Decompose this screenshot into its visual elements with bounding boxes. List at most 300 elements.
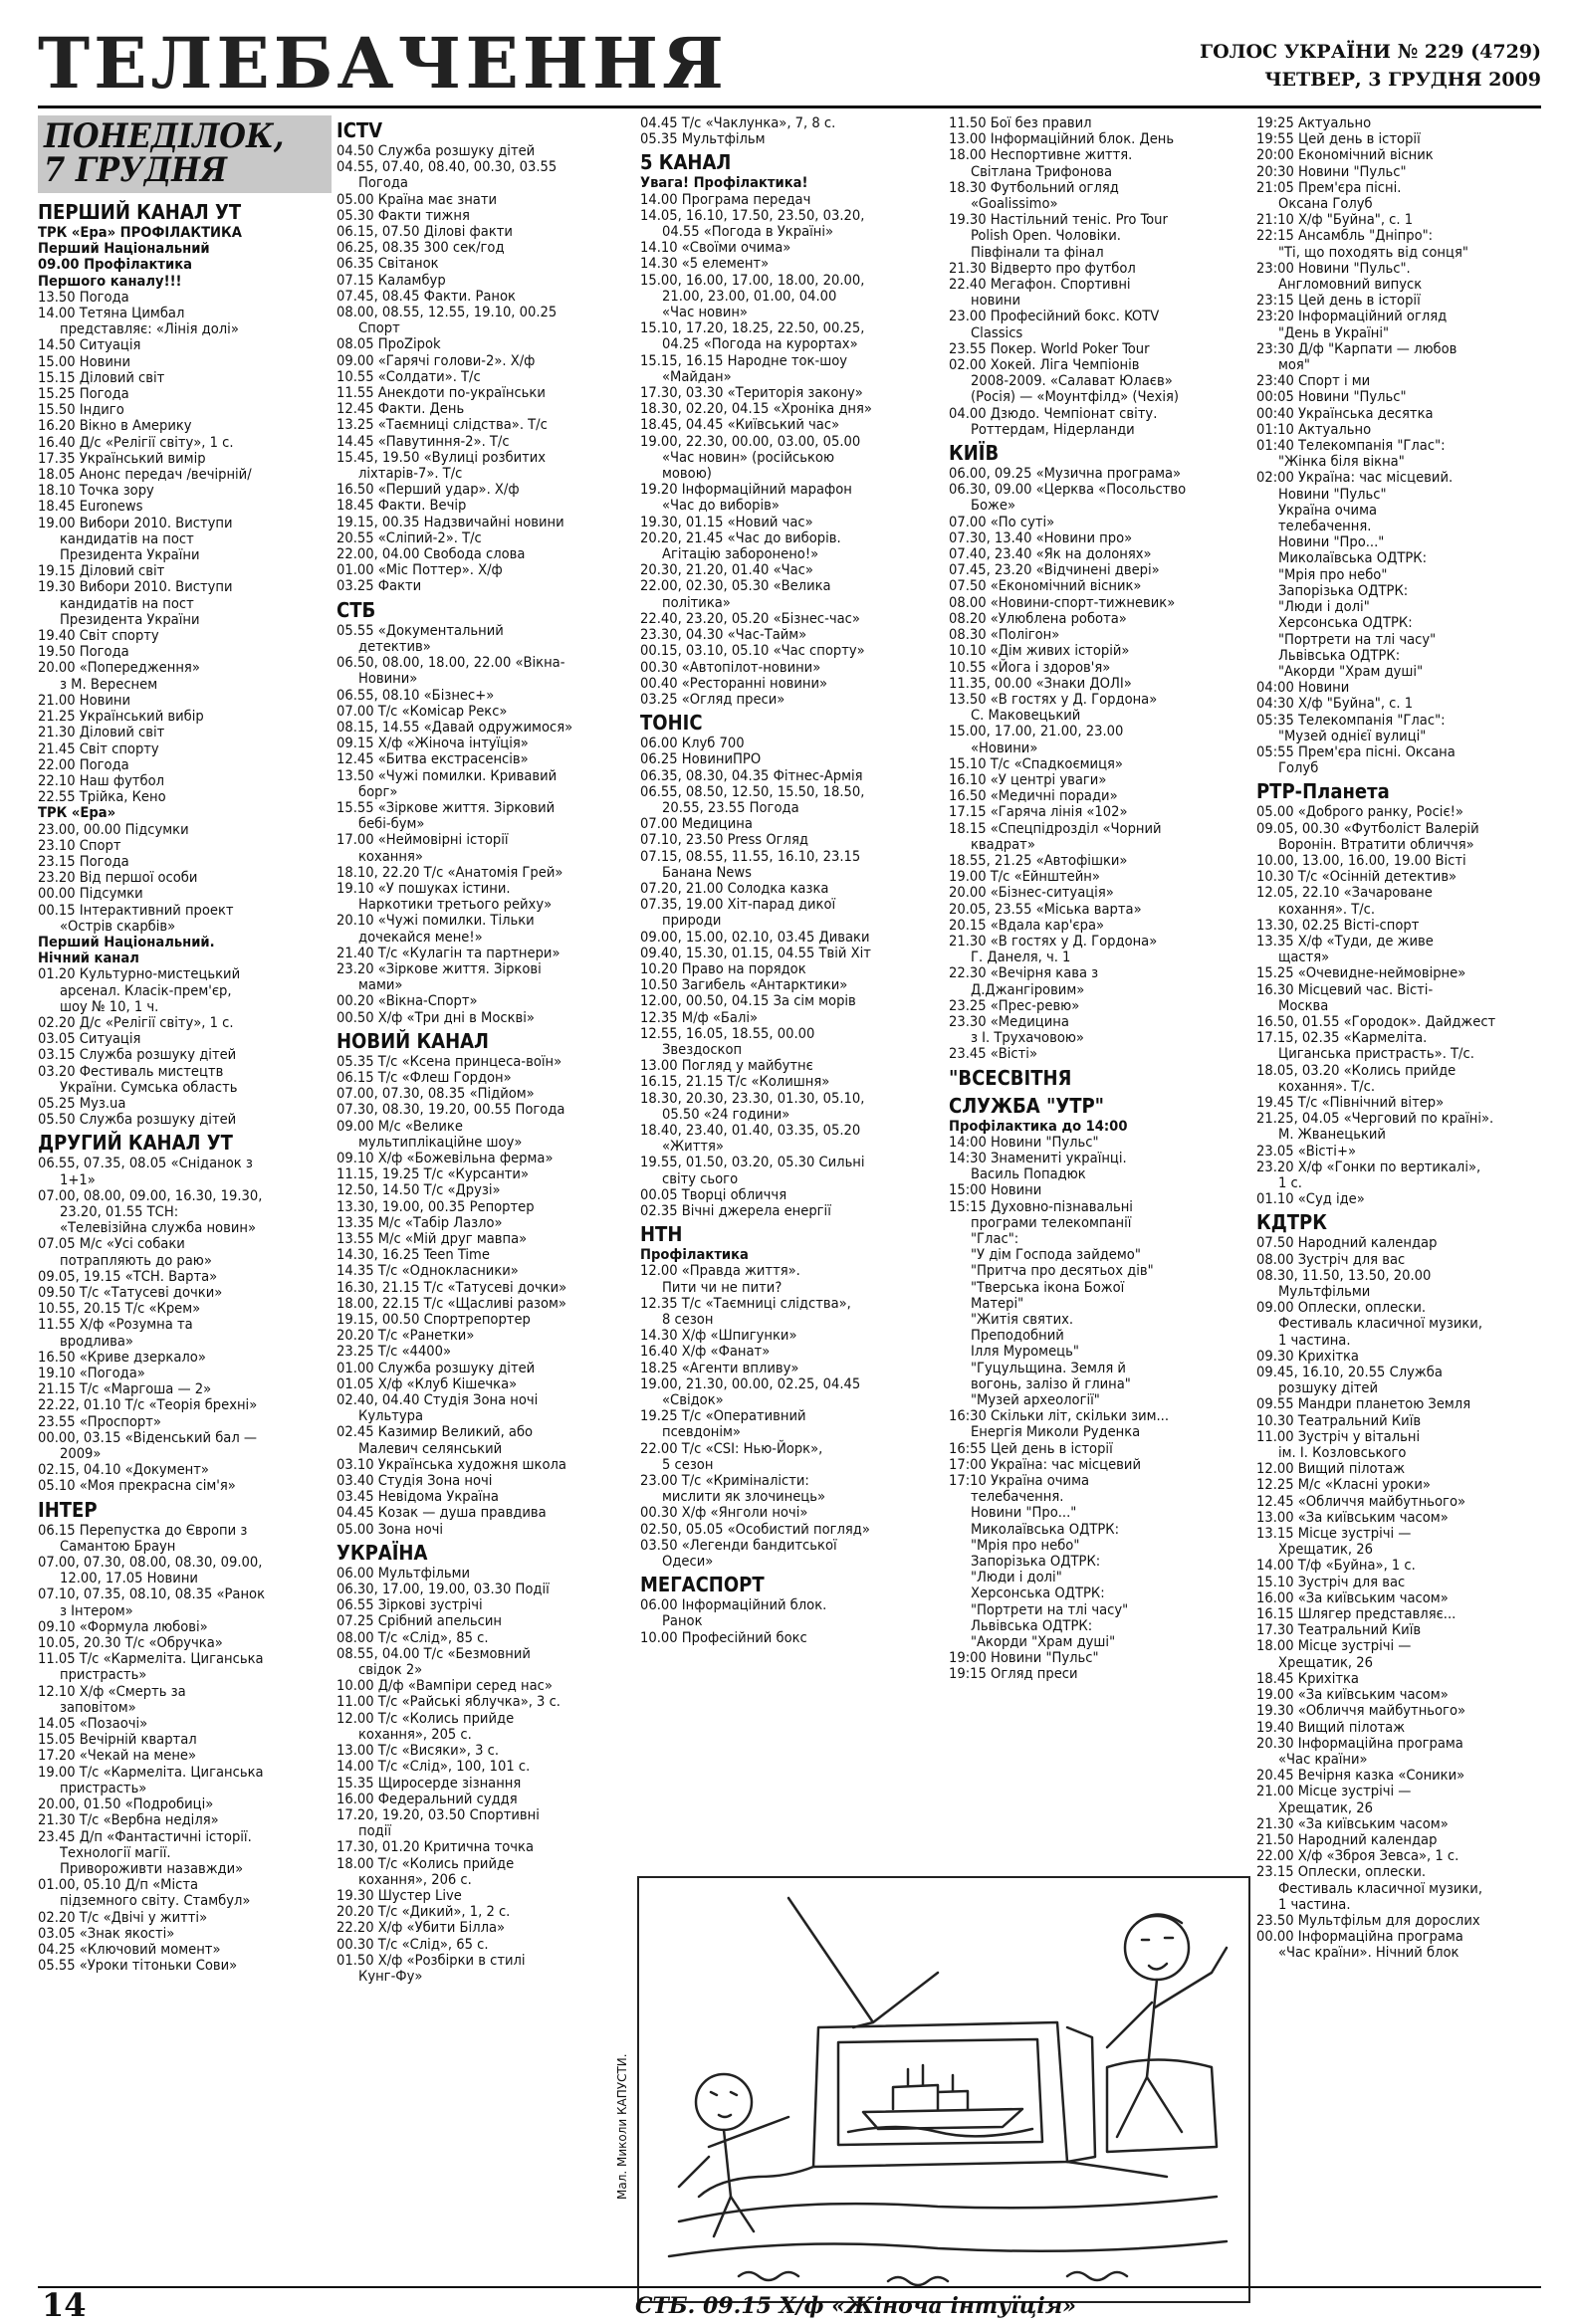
- program-entry: Д.Джангіровим»: [971, 980, 1085, 998]
- program-entry: 16.30 Місцевий час. Вісті-: [1256, 980, 1434, 998]
- program-entry: 13.15 Місце зустрічі —: [1256, 1525, 1412, 1543]
- program-entry: телебачення.: [1278, 518, 1372, 535]
- program-entry: 06.15 Т/с «Флеш Гордон»: [336, 1068, 512, 1086]
- channel-heading: УКРАЇНА: [336, 1540, 428, 1565]
- program-entry: 07.15 Каламбур: [336, 271, 446, 289]
- program-entry: «Острів скарбів»: [60, 917, 176, 935]
- program-entry: 09.50 Т/с «Татусеві дочки»: [38, 1284, 223, 1301]
- program-entry: 14.10 «Своїми очима»: [640, 239, 791, 257]
- program-entry: 21.25, 04.05 «Черговий по країні».: [1256, 1110, 1494, 1128]
- channel-heading: 5 КАНАЛ: [640, 150, 732, 175]
- program-entry: 11.50 Бої без правил: [949, 114, 1092, 131]
- program-entry: 05.10 «Моя прекрасна сім'я»: [38, 1477, 236, 1495]
- program-entry: 19.00 Вибори 2010. Виступи: [38, 514, 233, 531]
- program-entry: 15.55 «Зіркове життя. Зірковий: [336, 798, 556, 816]
- program-entry: 07.00 «По суті»: [949, 513, 1055, 530]
- program-entry: 07.20, 21.00 Солодка казка: [640, 879, 829, 897]
- program-entry: 17.00 «Неймовірні історії: [336, 831, 509, 849]
- program-entry: "Жінка біля вікна": [1278, 453, 1405, 471]
- program-entry: 01.05 Х/ф «Клуб Кішечка»: [336, 1374, 518, 1392]
- program-entry: 09.00 Оплески, оплески.: [1256, 1299, 1427, 1317]
- program-entry: 05.25 Муз.ua: [38, 1094, 126, 1112]
- program-entry: 20.20 Т/с «Дикий», 1, 2 с.: [336, 1903, 511, 1921]
- program-entry: 02.15, 04.10 «Документ»: [38, 1461, 209, 1479]
- program-entry: 11.55 Х/ф «Розумна та: [38, 1316, 193, 1334]
- program-entry: 14.00 Програма передач: [640, 190, 811, 208]
- program-entry: 16.40 Д/с «Релігії світу», 1 с.: [38, 433, 234, 451]
- program-entry: 07.30, 13.40 «Новини про»: [949, 528, 1133, 546]
- program-entry: 23:40 Спорт і ми: [1256, 372, 1371, 390]
- program-entry: 23.30 «Медицина: [949, 1012, 1069, 1030]
- program-entry: 19.30 Настільний теніс. Pro Tour: [949, 211, 1168, 229]
- program-entry: телебачення.: [971, 1488, 1064, 1506]
- program-entry: 22.55 Трійка, Кено: [38, 788, 166, 806]
- program-entry: 20.00 «Попередження»: [38, 659, 200, 677]
- program-entry: "Акорди "Храм душі": [1278, 662, 1424, 680]
- program-entry: 11.15, 19.25 Т/с «Курсанти»: [336, 1165, 529, 1183]
- program-entry: 09.05, 00.30 «Футболіст Валерій: [1256, 819, 1479, 837]
- program-entry: Банана News: [662, 863, 752, 881]
- program-entry: 19.10 «Погода»: [38, 1365, 145, 1382]
- program-entry: 02.50, 05.05 «Особистий погляд»: [640, 1520, 870, 1538]
- program-entry: 15:15 Духовно-пізнавальні: [949, 1197, 1133, 1215]
- program-entry: 01:40 Телекомпанія "Глас":: [1256, 437, 1446, 455]
- program-entry: 23:20 Інформаційний огляд: [1256, 308, 1448, 325]
- channel-heading: КДТРК: [1256, 1210, 1327, 1235]
- program-entry: 13.50 «Чужі помилки. Кривавий: [336, 766, 558, 784]
- program-entry: «Час новин» (російською: [662, 448, 834, 466]
- program-entry: 20.20 Т/с «Ранетки»: [336, 1327, 475, 1345]
- program-entry: Херсонська ОДТРК:: [1278, 614, 1413, 632]
- program-entry: 08.05 ПроZipok: [336, 335, 441, 353]
- channel-heading: НОВИЙ КАНАЛ: [336, 1028, 489, 1053]
- program-entry: України. Сумська область: [60, 1078, 238, 1096]
- program-entry: новини: [971, 292, 1021, 310]
- program-entry: Новини "Про...": [1278, 533, 1385, 551]
- program-entry: 08.20 «Улюблена робота»: [949, 609, 1127, 627]
- program-entry: «Телевізійна служба новин»: [60, 1219, 256, 1237]
- program-entry: 12.00 «Правда життя».: [640, 1262, 800, 1280]
- program-entry: дочекайся мене!»: [358, 928, 483, 946]
- program-entry: 07.35, 19.00 Хіт-парад дикої: [640, 896, 836, 914]
- program-entry: 04.55, 07.40, 08.40, 00.30, 03.55: [336, 158, 558, 176]
- program-entry: 01.20 Культурно-мистецький: [38, 965, 241, 983]
- program-entry: Новини»: [358, 670, 418, 688]
- program-entry: 23.00 Т/с «Криміналісти:: [640, 1472, 809, 1490]
- program-entry: 20.05, 23.55 «Міська варта»: [949, 900, 1142, 918]
- program-entry: 07.50 Народний календар: [1256, 1234, 1438, 1252]
- program-entry: 16.50 «Медичні поради»: [949, 787, 1118, 805]
- program-entry: "Тверська ікона Божої: [971, 1278, 1125, 1296]
- program-entry: 18.05, 03.20 «Колись прийде: [1256, 1061, 1457, 1079]
- program-entry: 05.00 «Доброго ранку, Росіє!»: [1256, 803, 1463, 821]
- program-entry: "У дім Господа зайдемо": [971, 1246, 1141, 1264]
- program-entry: 12.45 Факти. День: [336, 400, 465, 418]
- day-heading: [38, 115, 332, 193]
- program-entry: 05.55 «Уроки тітоньки Сови»: [38, 1957, 238, 1975]
- program-entry: Світлана Трифонова: [971, 162, 1112, 180]
- program-entry: 19.45 Т/с «Північний вітер»: [1256, 1093, 1445, 1111]
- channel-heading: ТОНІС: [640, 711, 703, 736]
- program-entry: "Ті, що походять від сонця": [1278, 243, 1468, 261]
- program-entry: 00:40 Українська десятка: [1256, 404, 1434, 422]
- program-entry: кандидатів на пост: [60, 594, 194, 612]
- program-entry: 23.25 Т/с «4400»: [336, 1343, 452, 1361]
- program-entry: кохання»: [358, 847, 423, 865]
- program-entry: 10.55 «Солдати». Т/с: [336, 367, 481, 385]
- program-entry: 17.20, 19.20, 03.50 Спортивні: [336, 1805, 540, 1823]
- program-entry: 15.45, 19.50 «Вулиці розбитих: [336, 448, 547, 466]
- program-entry: 01.00, 05.10 Д/п «Міста: [38, 1876, 199, 1894]
- program-entry: Хрещатик, 26: [1278, 1798, 1373, 1816]
- program-entry: 06.30, 09.00 «Церква «Посольство: [949, 481, 1187, 499]
- program-entry: 14.50 Ситуація: [38, 336, 141, 354]
- program-entry: 10.30 Театральний Київ: [1256, 1411, 1422, 1429]
- program-entry: М. Жванецький: [1278, 1126, 1386, 1144]
- program-entry: 06.55, 08.50, 12.50, 15.50, 18.50,: [640, 782, 865, 800]
- program-entry: 16.00 «За київським часом»: [1256, 1588, 1449, 1606]
- channel-heading: СТБ: [336, 597, 376, 622]
- program-entry: 12.00 Вищий пілотаж: [1256, 1460, 1406, 1478]
- program-entry: 11.00 Т/с «Райські яблучка», 3 с.: [336, 1693, 561, 1711]
- program-entry: 13.35 М/с «Табір Лазло»: [336, 1213, 503, 1231]
- program-entry: 17.20 «Чекай на мене»: [38, 1747, 197, 1765]
- cartoon-illustration: [637, 1876, 1250, 2303]
- listing-note: Перший Національний.: [38, 933, 215, 951]
- program-entry: 18.00, 22.15 Т/с «Щасливі разом»: [336, 1294, 566, 1312]
- program-entry: 21.45 Світ спорту: [38, 739, 159, 757]
- program-entry: 09.00, 15.00, 02.10, 03.45 Диваки: [640, 928, 870, 946]
- program-entry: Погода: [358, 174, 408, 192]
- program-entry: 03.25 «Огляд преси»: [640, 690, 785, 708]
- program-entry: 00.40 «Ресторанні новини»: [640, 674, 828, 692]
- program-entry: 19.30 «Обличчя майбутнього»: [1256, 1702, 1466, 1720]
- program-entry: 1 частина.: [1278, 1331, 1351, 1349]
- program-entry: 22.00, 04.00 Свобода слова: [336, 545, 526, 563]
- program-entry: 21.00 Новини: [38, 691, 131, 709]
- channel-heading: ICTV: [336, 118, 383, 142]
- program-entry: 16.20 Вікно в Америку: [38, 417, 192, 435]
- channel-heading: НТН: [640, 1222, 683, 1247]
- program-entry: "Портрети на тлі часу": [1278, 630, 1437, 648]
- issue-info: [1200, 38, 1541, 94]
- program-entry: заповітом»: [60, 1698, 136, 1716]
- program-entry: 20.00, 01.50 «Подробиці»: [38, 1796, 214, 1813]
- program-entry: 00.30 «Автопілот-новини»: [640, 658, 821, 676]
- program-entry: 14.05 «Позаочі»: [38, 1715, 148, 1733]
- program-entry: 06.55, 07.35, 08.05 «Сніданок з: [38, 1155, 253, 1172]
- program-entry: 18.00 Неспортивне життя.: [949, 146, 1133, 164]
- program-entry: 06.00 Мультфільми: [336, 1564, 471, 1582]
- program-entry: Агітацію заборонено!»: [662, 545, 819, 563]
- program-entry: 20.20, 21.45 «Час до виборів.: [640, 528, 841, 546]
- program-entry: псевдонім»: [662, 1423, 741, 1441]
- program-entry: 17:00 Україна: час місцевий: [949, 1455, 1141, 1473]
- program-entry: 04:30 Х/ф "Буйна", с. 1: [1256, 695, 1414, 713]
- program-entry: мультиплікаційне шоу»: [358, 1133, 523, 1151]
- program-entry: 19.55, 01.50, 03.20, 05.30 Сильні: [640, 1154, 865, 1171]
- program-entry: Хрещатик, 26: [1278, 1653, 1373, 1671]
- program-entry: 14:00 Новини "Пульс": [949, 1133, 1099, 1151]
- program-entry: програми телекомпанії: [971, 1213, 1132, 1231]
- program-entry: 20.55, 23.55 Погода: [662, 798, 799, 816]
- program-entry: 11.00 Зустріч у вітальні: [1256, 1427, 1421, 1445]
- program-entry: 19.00, 22.30, 00.00, 03.00, 05.00: [640, 432, 861, 450]
- program-entry: 00.50 Х/ф «Три дні в Москві»: [336, 1008, 535, 1026]
- program-entry: "Мрія про небо": [971, 1536, 1080, 1554]
- program-entry: Миколаївська ОДТРК:: [1278, 549, 1428, 567]
- program-entry: 19.00, 21.30, 00.00, 02.25, 04.45: [640, 1374, 861, 1392]
- program-entry: 15.10 Зустріч для вас: [1256, 1573, 1406, 1590]
- program-entry: 13.25 «Таємниці слідства». Т/с: [336, 416, 548, 434]
- program-entry: 10.00 Професійний бокс: [640, 1628, 807, 1646]
- program-entry: 12.00 Т/с «Колись прийде: [336, 1709, 515, 1727]
- program-entry: 07.10, 23.50 Press Огляд: [640, 831, 808, 849]
- program-entry: ліхтарів-7». Т/с: [358, 465, 463, 483]
- program-entry: 16:55 Цей день в історії: [949, 1439, 1113, 1457]
- program-entry: 15.50 Індиго: [38, 401, 124, 419]
- program-entry: 06.00 Інформаційний блок.: [640, 1596, 827, 1614]
- program-entry: 03.10 Українська художня школа: [336, 1455, 566, 1473]
- listing-note: Профілактика: [640, 1246, 749, 1264]
- program-entry: Мультфільми: [1278, 1283, 1371, 1301]
- program-entry: (Росія) — «Моунтфілд» (Чехія): [971, 388, 1180, 406]
- program-entry: 08.15, 14.55 «Давай одружимося»: [336, 718, 573, 736]
- program-entry: Англомовний випуск: [1278, 276, 1423, 294]
- program-entry: 04.45 Т/с «Чаклунка», 7, 8 с.: [640, 114, 836, 131]
- program-entry: 19.00 «За київським часом»: [1256, 1686, 1449, 1704]
- program-entry: 06.35, 08.30, 04.35 Фітнес-Армія: [640, 766, 863, 784]
- program-entry: 13.50 «В гостях у Д. Гордона»: [949, 690, 1158, 708]
- program-entry: 19.30 Шустер Live: [336, 1886, 462, 1904]
- program-entry: 03.05 Ситуація: [38, 1030, 141, 1048]
- program-entry: 20:30 Новини "Пульс": [1256, 162, 1407, 180]
- program-entry: 07.05 М/с «Усі собаки: [38, 1235, 185, 1253]
- program-entry: Запорізька ОДТРК:: [1278, 581, 1409, 599]
- program-entry: 19.25 Т/с «Оперативний: [640, 1407, 806, 1425]
- program-entry: Львівська ОДТРК:: [1278, 646, 1401, 664]
- program-entry: 02.45 Казимир Великий, або: [336, 1423, 534, 1441]
- program-entry: 16.50 «Криве дзеркало»: [38, 1348, 206, 1366]
- program-entry: 8 сезон: [662, 1311, 714, 1329]
- day-heading-line: 7 ГРУДНЯ: [44, 150, 227, 190]
- program-entry: Ілля Муромець": [971, 1343, 1079, 1361]
- program-entry: 21:05 Прем'єра пісні.: [1256, 178, 1402, 196]
- program-entry: 20.10 «Чужі помилки. Тільки: [336, 912, 535, 930]
- program-entry: 02.20 Д/с «Релігії світу», 1 с.: [38, 1013, 234, 1031]
- program-entry: 06.00 Клуб 700: [640, 735, 745, 752]
- program-entry: 08.30, 11.50, 13.50, 20.00: [1256, 1266, 1432, 1284]
- program-entry: 12.25 М/с «Класні уроки»: [1256, 1476, 1431, 1494]
- cartoon-credit: Мал. Миколи КАПУСТИ.: [615, 2053, 629, 2200]
- program-entry: «Свідок»: [662, 1391, 724, 1409]
- program-entry: світу сього: [662, 1169, 739, 1187]
- listing-column-5: [1256, 115, 1541, 2285]
- program-entry: 19.40 Світ спорту: [38, 627, 159, 645]
- program-entry: Classics: [971, 323, 1023, 341]
- program-entry: 1 частина.: [1278, 1895, 1351, 1913]
- program-entry: Запорізька ОДТРК:: [971, 1553, 1101, 1571]
- listing-note: Нічний канал: [38, 950, 139, 967]
- program-entry: 05.50 «24 години»: [662, 1105, 790, 1123]
- program-entry: 09.10 Х/ф «Божевільна ферма»: [336, 1149, 554, 1166]
- program-entry: 17.30, 03.30 «Територія закону»: [640, 384, 863, 402]
- program-entry: 07.50 «Економічний вісник»: [949, 577, 1142, 595]
- program-entry: 00.30 Т/с «Слід», 65 с.: [336, 1935, 489, 1953]
- program-entry: 19.00 Т/с «Ейнштейн»: [949, 868, 1100, 886]
- program-entry: Оксана Голуб: [1278, 195, 1373, 213]
- program-entry: 12.05, 22.10 «Зачароване: [1256, 884, 1433, 902]
- program-entry: "День в Україні": [1278, 323, 1390, 341]
- program-entry: вогонь, залізо й глина": [971, 1374, 1131, 1392]
- program-entry: кохання», 206 с.: [358, 1870, 472, 1888]
- program-entry: 23:00 Новини "Пульс".: [1256, 259, 1411, 277]
- program-entry: "Житія святих.: [971, 1311, 1074, 1329]
- program-entry: 14.30 Х/ф «Шпигунки»: [640, 1327, 797, 1345]
- program-entry: 22.00, 02.30, 05.30 «Велика: [640, 577, 831, 595]
- program-entry: 03.50 «Легенди бандитської: [640, 1536, 837, 1554]
- program-entry: 20.30 Інформаційна програма: [1256, 1734, 1463, 1752]
- program-entry: 16.40 Х/ф «Фанат»: [640, 1343, 771, 1361]
- program-entry: 03.25 Факти: [336, 577, 422, 595]
- program-entry: 23.00, 00.00 Підсумки: [38, 820, 189, 838]
- program-entry: 16.10 «У центрі уваги»: [949, 770, 1107, 788]
- program-entry: 22.22, 01.10 Т/с «Теорія брехні»: [38, 1396, 258, 1414]
- program-entry: 16.00 Федеральний суддя: [336, 1790, 518, 1807]
- program-entry: 18.45 Euronews: [38, 498, 143, 516]
- program-entry: 13.30, 19.00, 00.35 Репортер: [336, 1197, 535, 1215]
- program-entry: з Інтером»: [60, 1601, 133, 1619]
- program-entry: 17:10 Україна очима: [949, 1472, 1090, 1490]
- listing-column-1: [38, 115, 332, 2285]
- program-entry: Василь Попадюк: [971, 1165, 1086, 1183]
- program-entry: 05.35 Т/с «Ксена принцеса-воїн»: [336, 1052, 562, 1070]
- program-entry: 21.15 Т/с «Маргоша — 2»: [38, 1380, 212, 1398]
- program-entry: квадрат»: [971, 835, 1035, 853]
- program-entry: 07.40, 23.40 «Як на долонях»: [949, 545, 1152, 563]
- program-entry: 05:35 Телекомпанія "Глас":: [1256, 711, 1446, 729]
- program-entry: кохання». Т/с.: [1278, 1077, 1376, 1095]
- program-entry: 07.15, 08.55, 11.55, 16.10, 23.15: [640, 847, 861, 865]
- program-entry: Малевич селянський: [358, 1439, 503, 1457]
- program-entry: 23.15 Оплески, оплески.: [1256, 1863, 1427, 1881]
- program-entry: 19.30, 01.15 «Новий час»: [640, 513, 813, 530]
- listing-note: Профілактика до 14:00: [949, 1117, 1128, 1135]
- program-entry: 15.35 Щиросерде зізнання: [336, 1774, 522, 1792]
- program-entry: 18.05 Анонс передач /вечірній/: [38, 466, 252, 484]
- program-entry: бебі-бум»: [358, 815, 425, 833]
- program-entry: Фестиваль класичної музики,: [1278, 1315, 1482, 1333]
- program-entry: 04.00 Дзюдо. Чемпіонат світу.: [949, 404, 1158, 422]
- program-entry: 19:55 Цей день в історії: [1256, 130, 1421, 148]
- program-entry: 18.30, 20.30, 23.30, 01.30, 05.10,: [640, 1089, 865, 1107]
- program-entry: 22.40, 23.20, 05.20 «Бізнес-час»: [640, 609, 860, 627]
- program-entry: 22.40 Мегафон. Спортивні: [949, 276, 1131, 294]
- program-entry: 23:30 Д/ф "Карпати — любов: [1256, 339, 1458, 357]
- program-entry: 03.20 Фестиваль мистецтв: [38, 1062, 224, 1080]
- program-entry: 01.00 «Міс Поттер». Х/ф: [336, 561, 503, 579]
- program-entry: Кунг-Фу»: [358, 1967, 423, 1985]
- program-entry: 10.30 Т/с «Осінній детектив»: [1256, 868, 1458, 886]
- program-entry: 23.45 Д/п «Фантастичні історії.: [38, 1827, 252, 1845]
- footer-promo: СТБ. 09.15 Х/ф «Жіноча інтуїція»: [635, 2293, 1076, 2319]
- program-entry: 08.00 Зустріч для вас: [1256, 1250, 1406, 1268]
- program-entry: 03.05 «Знак якості»: [38, 1924, 175, 1942]
- program-entry: "Акорди "Храм душі": [971, 1633, 1116, 1651]
- program-entry: 09.30 Крихітка: [1256, 1347, 1359, 1365]
- program-entry: «Час новин»: [662, 304, 748, 321]
- program-entry: 5 сезон: [662, 1455, 714, 1473]
- program-entry: 12.50, 14.50 Т/с «Друзі»: [336, 1181, 501, 1199]
- program-entry: 16.30, 21.15 Т/с «Татусеві дочки»: [336, 1278, 567, 1296]
- channel-heading: "ВСЕСВІТНЯ: [949, 1065, 1072, 1090]
- program-entry: 22.30 «Вечірня кава з: [949, 964, 1099, 982]
- program-entry: Культура: [358, 1407, 424, 1425]
- program-entry: 01.50 Х/ф «Розбірки в стилі: [336, 1951, 526, 1969]
- program-entry: Г. Данеля, ч. 1: [971, 949, 1071, 966]
- program-entry: кохання», 205 с.: [358, 1725, 472, 1743]
- program-entry: 00.30 Х/ф «Янголи ночі»: [640, 1504, 808, 1522]
- program-entry: 07.10, 07.35, 08.10, 08.35 «Ранок: [38, 1585, 266, 1603]
- program-entry: 15.15, 16.15 Народне ток-шоу: [640, 351, 848, 369]
- program-entry: 19:15 Огляд преси: [949, 1665, 1078, 1683]
- listing-column-4: [949, 114, 1242, 1683]
- program-entry: 12.35 М/ф «Балі»: [640, 1008, 759, 1026]
- program-entry: «Час до виборів»: [662, 497, 780, 515]
- channel-heading: РТР-Планета: [1256, 779, 1390, 804]
- program-entry: 07.00 Т/с «Комісар Рекс»: [336, 702, 508, 720]
- program-entry: представляє: «Лінія долі»: [60, 320, 239, 338]
- program-entry: 06.15 Перепустка до Європи з: [38, 1521, 248, 1539]
- program-entry: Матері": [971, 1294, 1024, 1312]
- program-entry: «Майдан»: [662, 367, 732, 385]
- listing-note: ТРК «Ера»: [38, 804, 116, 822]
- program-entry: 08.00 Т/с «Слід», 85 с.: [336, 1628, 489, 1646]
- program-entry: 21.00 Місце зустрічі —: [1256, 1783, 1412, 1800]
- program-entry: «Новини»: [971, 739, 1038, 756]
- program-entry: 08.30 «Полігон»: [949, 626, 1060, 644]
- program-entry: 09.05, 19.15 «ТСН. Варта»: [38, 1267, 218, 1285]
- program-entry: 23.05 «Вісті+»: [1256, 1142, 1356, 1160]
- cartoon-drawing: [639, 1878, 1248, 2301]
- program-entry: 12.10 Х/ф «Смерть за: [38, 1682, 186, 1700]
- program-entry: Енергія Миколи Руденка: [971, 1423, 1141, 1441]
- program-entry: щастя»: [1278, 949, 1330, 966]
- program-entry: 23.20, 01.55 ТСН:: [60, 1202, 179, 1220]
- program-entry: 12.00, 17.05 Новини: [60, 1570, 198, 1587]
- program-entry: вродлива»: [60, 1332, 133, 1350]
- program-entry: 06.55 Зіркові зустрічі: [336, 1596, 483, 1614]
- program-entry: 11.05 Т/с «Кармеліта. Циганська: [38, 1650, 264, 1668]
- program-entry: 09.00 «Гарячі голови-2». Х/ф: [336, 351, 536, 369]
- program-entry: 05:55 Прем'єра пісні. Оксана: [1256, 742, 1456, 760]
- program-entry: Спорт: [358, 319, 400, 337]
- program-entry: 23.50 Мультфільм для дорослих: [1256, 1911, 1480, 1929]
- program-entry: 08.00 «Новини-спорт-тижневик»: [949, 593, 1176, 611]
- program-entry: з І. Трухачовою»: [971, 1029, 1084, 1047]
- program-entry: 21.25 Український вибір: [38, 708, 204, 726]
- program-entry: Polish Open. Чоловіки.: [971, 227, 1121, 245]
- program-entry: ім. І. Козловського: [1278, 1444, 1407, 1462]
- program-entry: 19.30 Вибори 2010. Виступи: [38, 578, 233, 596]
- program-entry: 21.30 Діловий світ: [38, 724, 165, 741]
- program-entry: пристрасть»: [60, 1666, 147, 1684]
- program-entry: 23.25 «Прес-ревю»: [949, 996, 1080, 1014]
- program-entry: 12.35 Т/с «Таємниці слідства»,: [640, 1294, 851, 1312]
- program-entry: 21.30 «В гостях у Д. Гордона»: [949, 932, 1158, 950]
- program-entry: 06.35 Світанок: [336, 255, 439, 273]
- program-entry: 00.00 Інформаційна програма: [1256, 1928, 1463, 1946]
